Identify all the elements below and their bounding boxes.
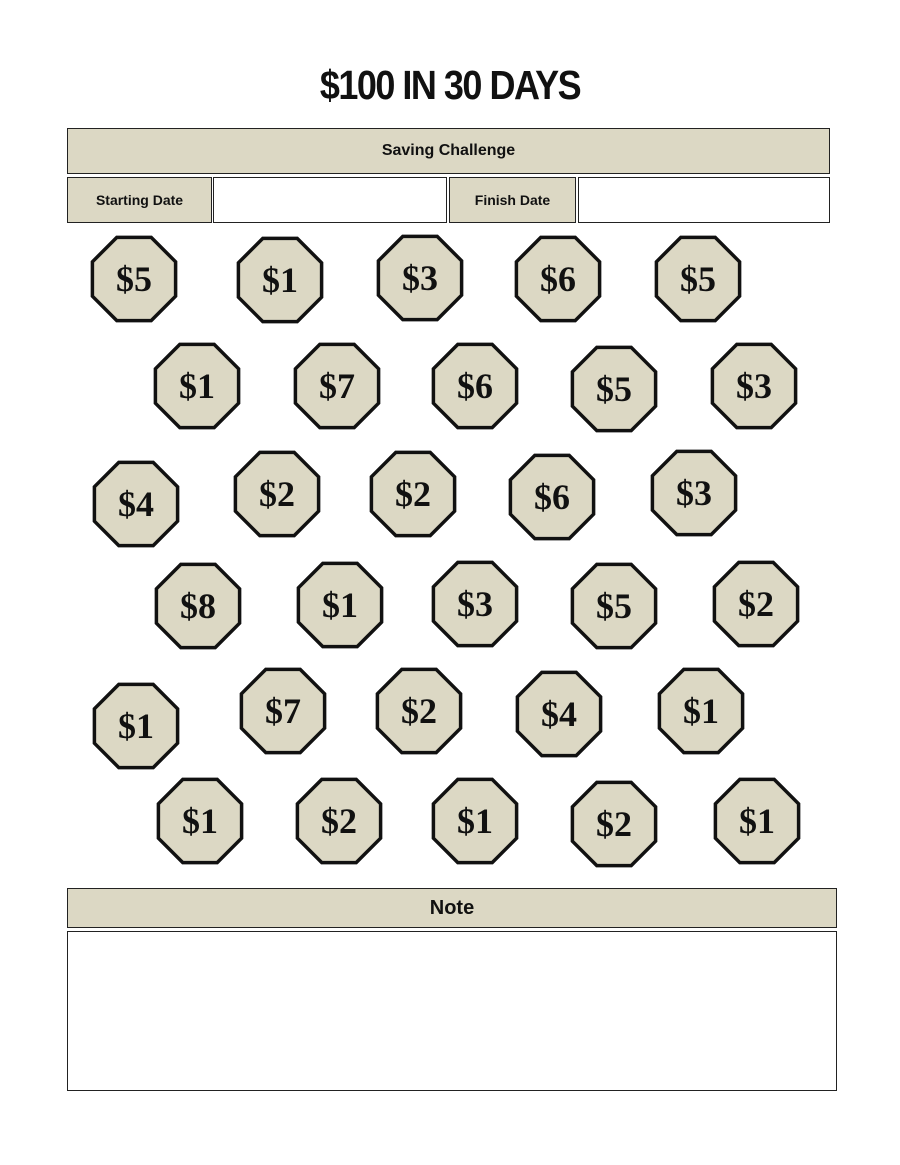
coin-amount: $4 <box>541 694 577 734</box>
coin <box>295 344 378 427</box>
note-area[interactable] <box>67 931 837 1091</box>
coin-amount: $1 <box>182 801 218 841</box>
coin-amount: $5 <box>680 259 716 299</box>
coin <box>235 452 318 535</box>
coin-amount: $8 <box>180 586 216 626</box>
finish-date-label: Finish Date <box>449 177 576 223</box>
note-header: Note <box>67 888 837 928</box>
coin-amount: $6 <box>534 477 570 517</box>
coin-amount: $6 <box>540 259 576 299</box>
saving-challenge-banner: Saving Challenge <box>67 128 830 174</box>
coin <box>572 347 655 430</box>
coin <box>516 237 599 320</box>
coin <box>433 779 516 862</box>
coin <box>297 779 380 862</box>
coin <box>510 455 593 538</box>
coin <box>433 344 516 427</box>
coin-amount: $3 <box>402 258 438 298</box>
coin <box>572 564 655 647</box>
coin-amount: $4 <box>118 484 154 524</box>
starting-date-label: Starting Date <box>67 177 212 223</box>
coin-amount: $5 <box>596 369 632 409</box>
coin <box>241 669 324 752</box>
coin-amount: $1 <box>179 366 215 406</box>
coin <box>158 779 241 862</box>
coin <box>155 344 238 427</box>
coin-amount: $1 <box>457 801 493 841</box>
coin <box>94 462 177 545</box>
coin <box>572 782 655 865</box>
coin-amount: $2 <box>596 804 632 844</box>
coin <box>94 684 177 767</box>
coin-amount: $1 <box>322 585 358 625</box>
coin-amount: $7 <box>319 366 355 406</box>
coin <box>659 669 742 752</box>
coin <box>378 236 461 319</box>
coin-amount: $2 <box>321 801 357 841</box>
coin <box>714 562 797 645</box>
coin-amount: $2 <box>738 584 774 624</box>
coin <box>371 452 454 535</box>
coin <box>433 562 516 645</box>
coin-amount: $5 <box>596 586 632 626</box>
coin <box>715 779 798 862</box>
coin <box>517 672 600 755</box>
coin <box>656 237 739 320</box>
coin-amount: $7 <box>265 691 301 731</box>
coin <box>92 237 175 320</box>
coin-amount: $3 <box>676 473 712 513</box>
coin-amount: $3 <box>736 366 772 406</box>
coin-amount: $1 <box>118 706 154 746</box>
coin <box>652 451 735 534</box>
coin-amount: $5 <box>116 259 152 299</box>
coin <box>156 564 239 647</box>
coin-amount: $2 <box>401 691 437 731</box>
page-title: $100 IN 30 DAYS <box>319 62 581 108</box>
coin <box>298 563 381 646</box>
coin <box>238 238 321 321</box>
coin <box>377 669 460 752</box>
coin-amount: $6 <box>457 366 493 406</box>
coin-amount: $1 <box>683 691 719 731</box>
coin-amount: $2 <box>395 474 431 514</box>
coin-amount: $3 <box>457 584 493 624</box>
coin <box>712 344 795 427</box>
coin-amount: $1 <box>739 801 775 841</box>
coin-amount: $2 <box>259 474 295 514</box>
coin-amount: $1 <box>262 260 298 300</box>
